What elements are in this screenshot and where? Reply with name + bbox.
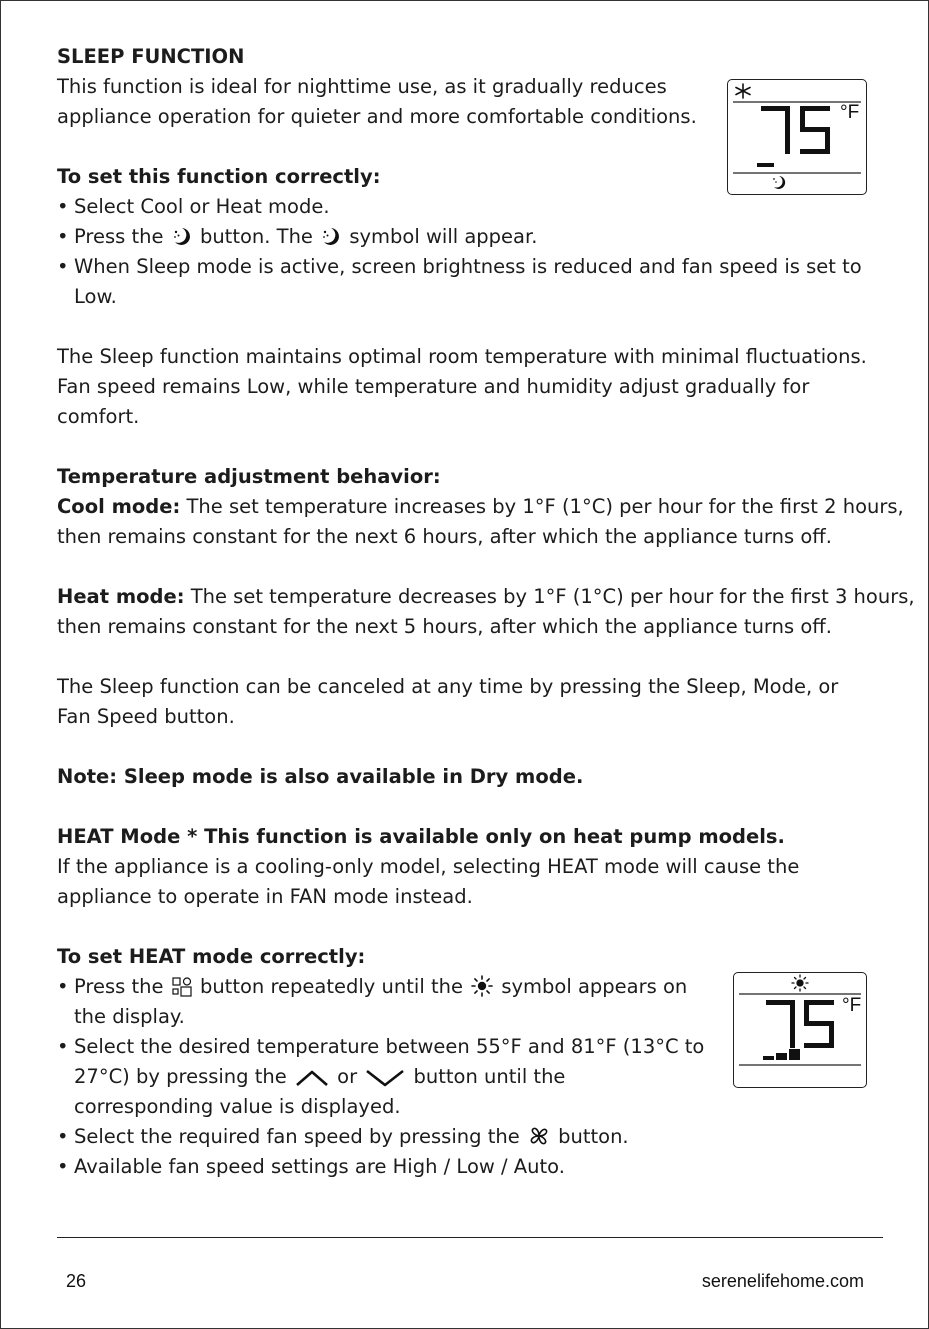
heat-step-2: • Select the desired temperature between 55°F and 81°F (13°C to [57,1032,704,1062]
heat-mode-line-2: then remains constant for the next 5 hours, after which the appliance turns off. [57,615,832,638]
sleep-display-illustration [727,79,867,195]
temperature-digits [766,1000,834,1048]
heat-step-3 [57,1122,629,1152]
sun-icon [792,975,808,991]
cancel-line-1: The Sleep function can be canceled at any time by pressing the Sleep, Mode, or [57,675,839,698]
sleep-heading: SLEEP FUNCTION [57,45,245,68]
sleep-intro-line-1: This function is ideal for nighttime use, as it gradually reduces [57,75,667,98]
heat-step-2-text-d: button until the [413,1065,566,1088]
heat-step-2-text-b: 27°C) by pressing the [74,1065,287,1088]
heat-heading-rest: This function is available only on heat pump models. [197,825,785,848]
heat-info-line-2: appliance to operate in FAN mode instead. [57,885,473,908]
fan-speed-bars [763,1049,800,1060]
heat-step-1 [57,972,687,1002]
sleep-step-2 [57,222,537,252]
sleep-moon-indicator-icon [773,176,785,189]
heat-step-1-text-c: symbol appears on [501,975,688,998]
mode-button-icon [172,977,192,997]
sleep-moon-icon [321,227,341,247]
sleep-intro-line-2: appliance operation for quieter and more comfortable conditions. [57,105,697,128]
heat-display-illustration [733,972,867,1088]
heat-heading-bold: HEAT Mode * [57,825,198,848]
sleep-display-graphic [728,80,866,194]
snowflake-icon [736,84,750,98]
fan-icon [528,1125,550,1147]
heat-step-1-cont: the display. [74,1005,185,1028]
down-arrow-icon [365,1069,405,1087]
heat-step-1-text-b: button repeatedly until the [199,975,463,998]
sun-icon [471,975,493,997]
footer-divider [57,1237,883,1238]
heat-step-1-text-a: Press the [74,975,164,998]
sleep-para-line-1: The Sleep function maintains optimal room temperature with minimal fluctuations. [57,345,867,368]
heat-section-heading [57,822,785,852]
heat-display-graphic [734,973,866,1087]
up-arrow-icon [295,1069,329,1087]
heat-step-3-text-b: button. [558,1125,629,1148]
sleep-step-3-cont: Low. [74,285,117,308]
sleep-moon-icon [172,227,192,247]
temperature-unit: °F [842,995,862,1016]
heat-mode-label: Heat mode: [57,585,185,608]
cool-mode-line-1 [57,492,904,522]
heat-step-2-cont-2: corresponding value is displayed. [74,1095,401,1118]
heat-step-4: • Available fan speed settings are High / Low / Auto. [57,1152,565,1182]
sleep-para-line-2: Fan speed remains Low, while temperature and humidity adjust gradually for [57,375,810,398]
heat-step-2-cont [74,1062,565,1092]
temp-adjust-heading: Temperature adjustment behavior: [57,465,441,488]
temperature-unit: °F [840,102,860,123]
cool-mode-line-2: then remains constant for the next 6 hours, after which the appliance turns off. [57,525,832,548]
sleep-step-3: • When Sleep mode is active, screen brightness is reduced and fan speed is set to [57,252,862,282]
heat-step-3-text-a: Select the required fan speed by pressing the [74,1125,520,1148]
sleep-setup-heading: To set this function correctly: [57,165,381,188]
fan-speed-bars [757,163,774,167]
cancel-line-2: Fan Speed button. [57,705,235,728]
sleep-para-line-3: comfort. [57,405,140,428]
sleep-step-2-text-a: Press the [74,225,164,248]
page-number: 26 [66,1271,87,1291]
dry-mode-note: Note: Sleep mode is also available in Dry mode. [57,765,584,788]
sleep-step-1: • Select Cool or Heat mode. [57,192,330,222]
heat-setup-heading: To set HEAT mode correctly: [57,945,366,968]
temperature-digits [761,106,830,154]
heat-step-2-text-c: or [337,1065,358,1088]
sleep-step-2-text-b: button. The [199,225,313,248]
website-url: serenelifehome.com [701,1271,864,1291]
heat-mode-text: The set temperature decreases by 1°F (1°C) per hour for the first 3 hours, [184,585,915,608]
cool-mode-label: Cool mode: [57,495,181,518]
heat-info-line-1: If the appliance is a cooling-only model, selecting HEAT mode will cause the [57,855,800,878]
sleep-step-2-text-c: symbol will appear. [349,225,538,248]
cool-mode-text: The set temperature increases by 1°F (1°C) per hour for the first 2 hours, [180,495,904,518]
heat-mode-line-1 [57,582,915,612]
